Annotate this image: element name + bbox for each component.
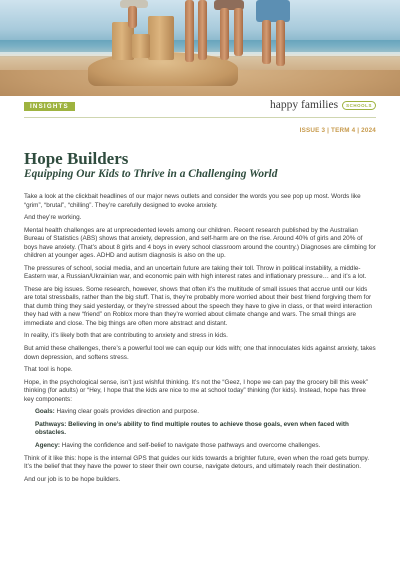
paragraph: These are big issues. Some research, however, shows that often it’s the multitude of small issues that accrue until our kids are total stressballs, rather than the big stuff. That is, they’re probably more worried about their best friend forgiving them for that dumb thing they said yesterday, or they’re stressed about the speech they have to give in class, or that weird interaction they had with a new “friend” on Roblox more than they’re worried about climate change and wars. The small things are immediate and close. The big things are often more abstract and distant. <box>24 285 372 327</box>
hero-photo-beach-sandcastle <box>0 0 400 96</box>
issue-info: ISSUE 3 | TERM 4 | 2024 <box>299 127 376 134</box>
component-term: Goals: <box>35 408 55 416</box>
child-leg <box>234 8 243 56</box>
paragraph: Mental health challenges are at unprecedented levels among our children. Recent research published by the Australian Bureau of Statistics (ABS) shows that anxiety, depression, and self-harm are on the rise. Around 40% of girls and 20% of boys have anxiety. (That’s about 8 girls and 4 boys in every school classroom around the country.) Diagnoses are climbing for children at younger ages. ADHD and autism diagnosis is also on the up. <box>24 226 376 260</box>
component-term: Pathways: Believing in one’s ability to find multiple routes to achieve those goals, even when faced with obstacles. <box>35 420 349 437</box>
child-leg <box>128 6 137 28</box>
brand-logo <box>270 99 376 111</box>
child-leg <box>276 20 285 66</box>
article-title: Hope Builders <box>24 149 129 168</box>
child-shorts-3 <box>256 0 290 22</box>
section-tag: INSIGHTS <box>24 102 75 111</box>
component-text: Having the confidence and self-belief to navigate those pathways and overcome challenges. <box>60 442 321 450</box>
child-leg <box>185 0 194 62</box>
paragraph: In reality, it’s likely both that are contributing to anxiety and stress in kids. <box>24 332 228 340</box>
paragraph: Take a look at the clickbait headlines of our major news outlets and consider the words you see pop up most. Words like “grim”, “brutal”, “chilling”. They’re carefully designed to evoke anxiety. <box>24 193 361 209</box>
paragraph: The pressures of school, social media, and an uncertain future are taking their toll. Throw in political instability, a middle-Eastern war, a Russian/Ukrainian war, and economic pain with high interest rates and inflationary pressure… and it’s a lot. <box>24 264 367 281</box>
hope-component-goals <box>24 408 376 417</box>
paragraph: Hope, in the psychological sense, isn’t just wishful thinking. It’s not the “Geez, I hope we can pay the grocery bill this week” thinking (for adults) or “Hey, I hope that the kids are nice to me at school today” thinking (for kids). Instead, hope has three key components: <box>24 378 369 403</box>
paragraph: And they’re working. <box>24 214 82 222</box>
component-term: Agency: <box>35 442 61 450</box>
child-leg <box>198 0 207 60</box>
child-leg <box>262 20 271 64</box>
component-text: Having clear goals provides direction and purpose. <box>54 408 199 416</box>
hope-component-pathways <box>24 421 376 438</box>
article-body <box>24 193 376 488</box>
paragraph: Think of it like this: hope is the internal GPS that guides our kids towards a brighter future, even when the road gets bumpy. It’s the belief that they have the power to steer their own course, navigate detours, and ultimately reach their destination. <box>24 454 370 471</box>
sandcastle-wall <box>132 34 150 58</box>
paragraph: But amid these challenges, there’s a powerful tool we can equip our kids with; one that innoculates kids against anxiety, takes down depression, and softens stress. <box>24 345 376 361</box>
sandcastle-tower-right <box>148 16 174 60</box>
hope-component-agency <box>24 442 376 451</box>
brand-name: happy families <box>270 99 339 111</box>
paragraph: And our job is to be hope builders. <box>24 475 121 483</box>
brand-badge: SCHOOLS <box>342 101 376 110</box>
child-leg <box>220 8 229 60</box>
paragraph: That tool is hope. <box>24 366 73 374</box>
article-subtitle: Equipping Our Kids to Thrive in a Challenging World <box>24 168 278 180</box>
header-divider <box>24 117 376 118</box>
